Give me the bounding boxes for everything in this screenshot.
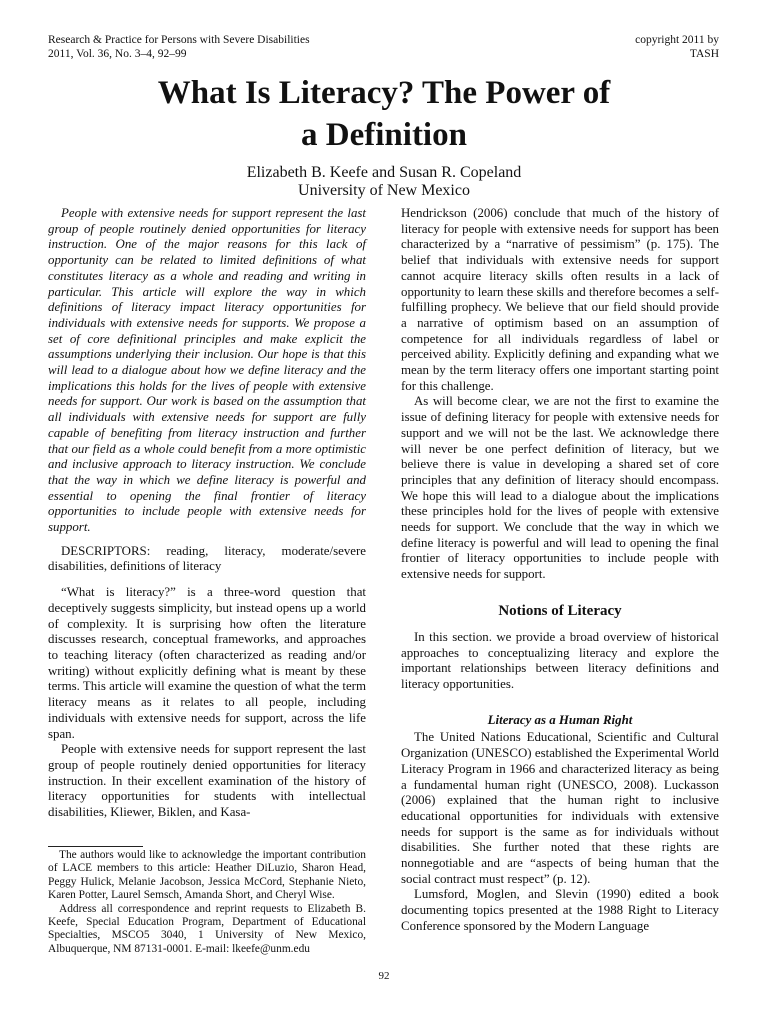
body-paragraph: “What is literacy?” is a three-word question that deceptively suggests simplicity, but instead opens up a world of complexity. It is surprising how often the literature discusses research, conceptual frameworks, and approaches to teaching literacy (often characterized as reading and/or writing) without explicitly defining what is meant by these terms. This article will examine the question of what the term literacy means as it relates to all people, including individuals with extensive needs for support, across the life span. bbox=[48, 585, 366, 741]
copyright-line: copyright 2011 by bbox=[635, 34, 719, 46]
page-number: 92 bbox=[378, 970, 390, 982]
body-paragraph: Hendrickson (2006) conclude that much of the history of literacy for people with extensive needs for support has been characterized by a “narrative of pessimism” (p. 175). The belief that individuals with extensive needs for support cannot acquire literacy skills often results in a lack of opportunity to learn these skills and therefore becomes a self-fulfilling prophecy. We believe that our field should provide a narrative of optimism based on an assumption of competence for all individuals regardless of label or perceived ability. Explicitly defining and expanding what we mean by the term literacy offers one important starting point for this challenge. bbox=[401, 206, 719, 393]
article-title bbox=[48, 72, 720, 156]
copyright-holder: TASH bbox=[689, 48, 719, 60]
right-column bbox=[401, 206, 719, 935]
footnote bbox=[48, 849, 366, 956]
body-paragraph: The United Nations Educational, Scientific and Cultural Organization (UNESCO) established the Experimental World Literacy Program in 1966 and characterized literacy as being a fundamental human right (UNESCO, 2008). Luckasson (2006) explained that the human right to inclusive educational opportunities for individuals with extensive needs for support is the same as for individuals without disabilities. She further noted that these rights are nonnegotiable and are “aspects of being human that the social contract must respect” (p. 12). bbox=[401, 730, 719, 886]
body-paragraph: Lumsford, Moglen, and Slevin (1990) edited a book documenting topics presented at the 1988 Right to Literacy Conference sponsored by the Modern Language bbox=[401, 887, 719, 933]
subsection-heading: Literacy as a Human Right bbox=[487, 712, 633, 727]
author-affiliation: University of New Mexico bbox=[298, 182, 470, 199]
journal-name: Research & Practice for Persons with Severe Disabilities bbox=[48, 34, 310, 46]
body-paragraph: In this section. we provide a broad overview of historical approaches to conceptualizing literacy and explore the important relationships between literacy definitions and literacy opportunities. bbox=[401, 629, 719, 691]
copyright-notice bbox=[635, 33, 719, 61]
footnote-divider bbox=[48, 846, 143, 847]
section-heading: Notions of Literacy bbox=[498, 602, 622, 619]
left-column bbox=[48, 206, 366, 821]
acknowledgment: The authors would like to acknowledge the important contribution of LACE members to this article: Heather DiLuzio, Sharon Head, Peggy Hulick, Melanie Jacobson, Jessica McCord, Stephanie Nieto, Karen Potter, Laurel Semsch, Amanda Short, and Cheryl Wise. bbox=[48, 849, 366, 902]
abstract: People with extensive needs for support represent the last group of people routinely denied opportunities for literacy instruction. One of the major reasons for this lack of opportunity can be related to limited definitions of what constitutes literacy as a whole and reading and writing in particular. This article will explore the way in which definitions of literacy impact literacy opportunities for individuals with extensive needs for supports. We propose a set of core definitional principles and make explicit the assumptions underlying their inclusion. Our hope is that this will lead to a dialogue about how we define literacy and the implications this holds for the lives of people with extensive needs for support. Our work is based on the assumption that all individuals with extensive needs for support are fully capable of benefiting from literacy instruction and further that our field as a whole could benefit from a more optimistic and inclusive approach to literacy instruction. We conclude that the way in which we define literacy is powerful and essential to opening the final frontier of literacy opportunities to include people with extensive needs for support. bbox=[48, 206, 366, 535]
body-paragraph: People with extensive needs for support represent the last group of people routinely denied opportunities for literacy instruction. In their excellent examination of the history of literacy opportunities for students with intellectual disabilities, Kliewer, Biklen, and Kasa- bbox=[48, 742, 366, 820]
journal-volume: 2011, Vol. 36, No. 3–4, 92–99 bbox=[48, 48, 187, 60]
journal-citation bbox=[48, 33, 310, 61]
descriptors: DESCRIPTORS: reading, literacy, moderate/severe disabilities, definitions of literacy bbox=[48, 543, 366, 574]
body-paragraph: As will become clear, we are not the first to examine the issue of defining literacy for people with extensive needs for support and we will not be the last. We acknowledge there will never be one perfect definition of literacy, but we believe there is value in developing a shared set of core principles that any definition of literacy should encompass. We hope this will lead to a dialogue about the implications these principles hold for the lives of people with extensive needs for support. We conclude that the way in which we define literacy is powerful and will lead to opening the final frontier of literacy opportunities to include people with extensive needs for support. bbox=[401, 394, 719, 582]
title-line-1: What Is Literacy? The Power of bbox=[157, 75, 611, 111]
title-line-2: a Definition bbox=[301, 117, 467, 153]
article-authors: Elizabeth B. Keefe and Susan R. Copeland bbox=[246, 164, 522, 181]
correspondence-address: Address all correspondence and reprint requests to Elizabeth B. Keefe, Special Education Program, Department of Educational Specialties, MSCO5 3040, 1 University of New Mexico, Albuquerque, NM 87131-0001. E-mail: lkeefe@unm.edu bbox=[48, 902, 366, 955]
